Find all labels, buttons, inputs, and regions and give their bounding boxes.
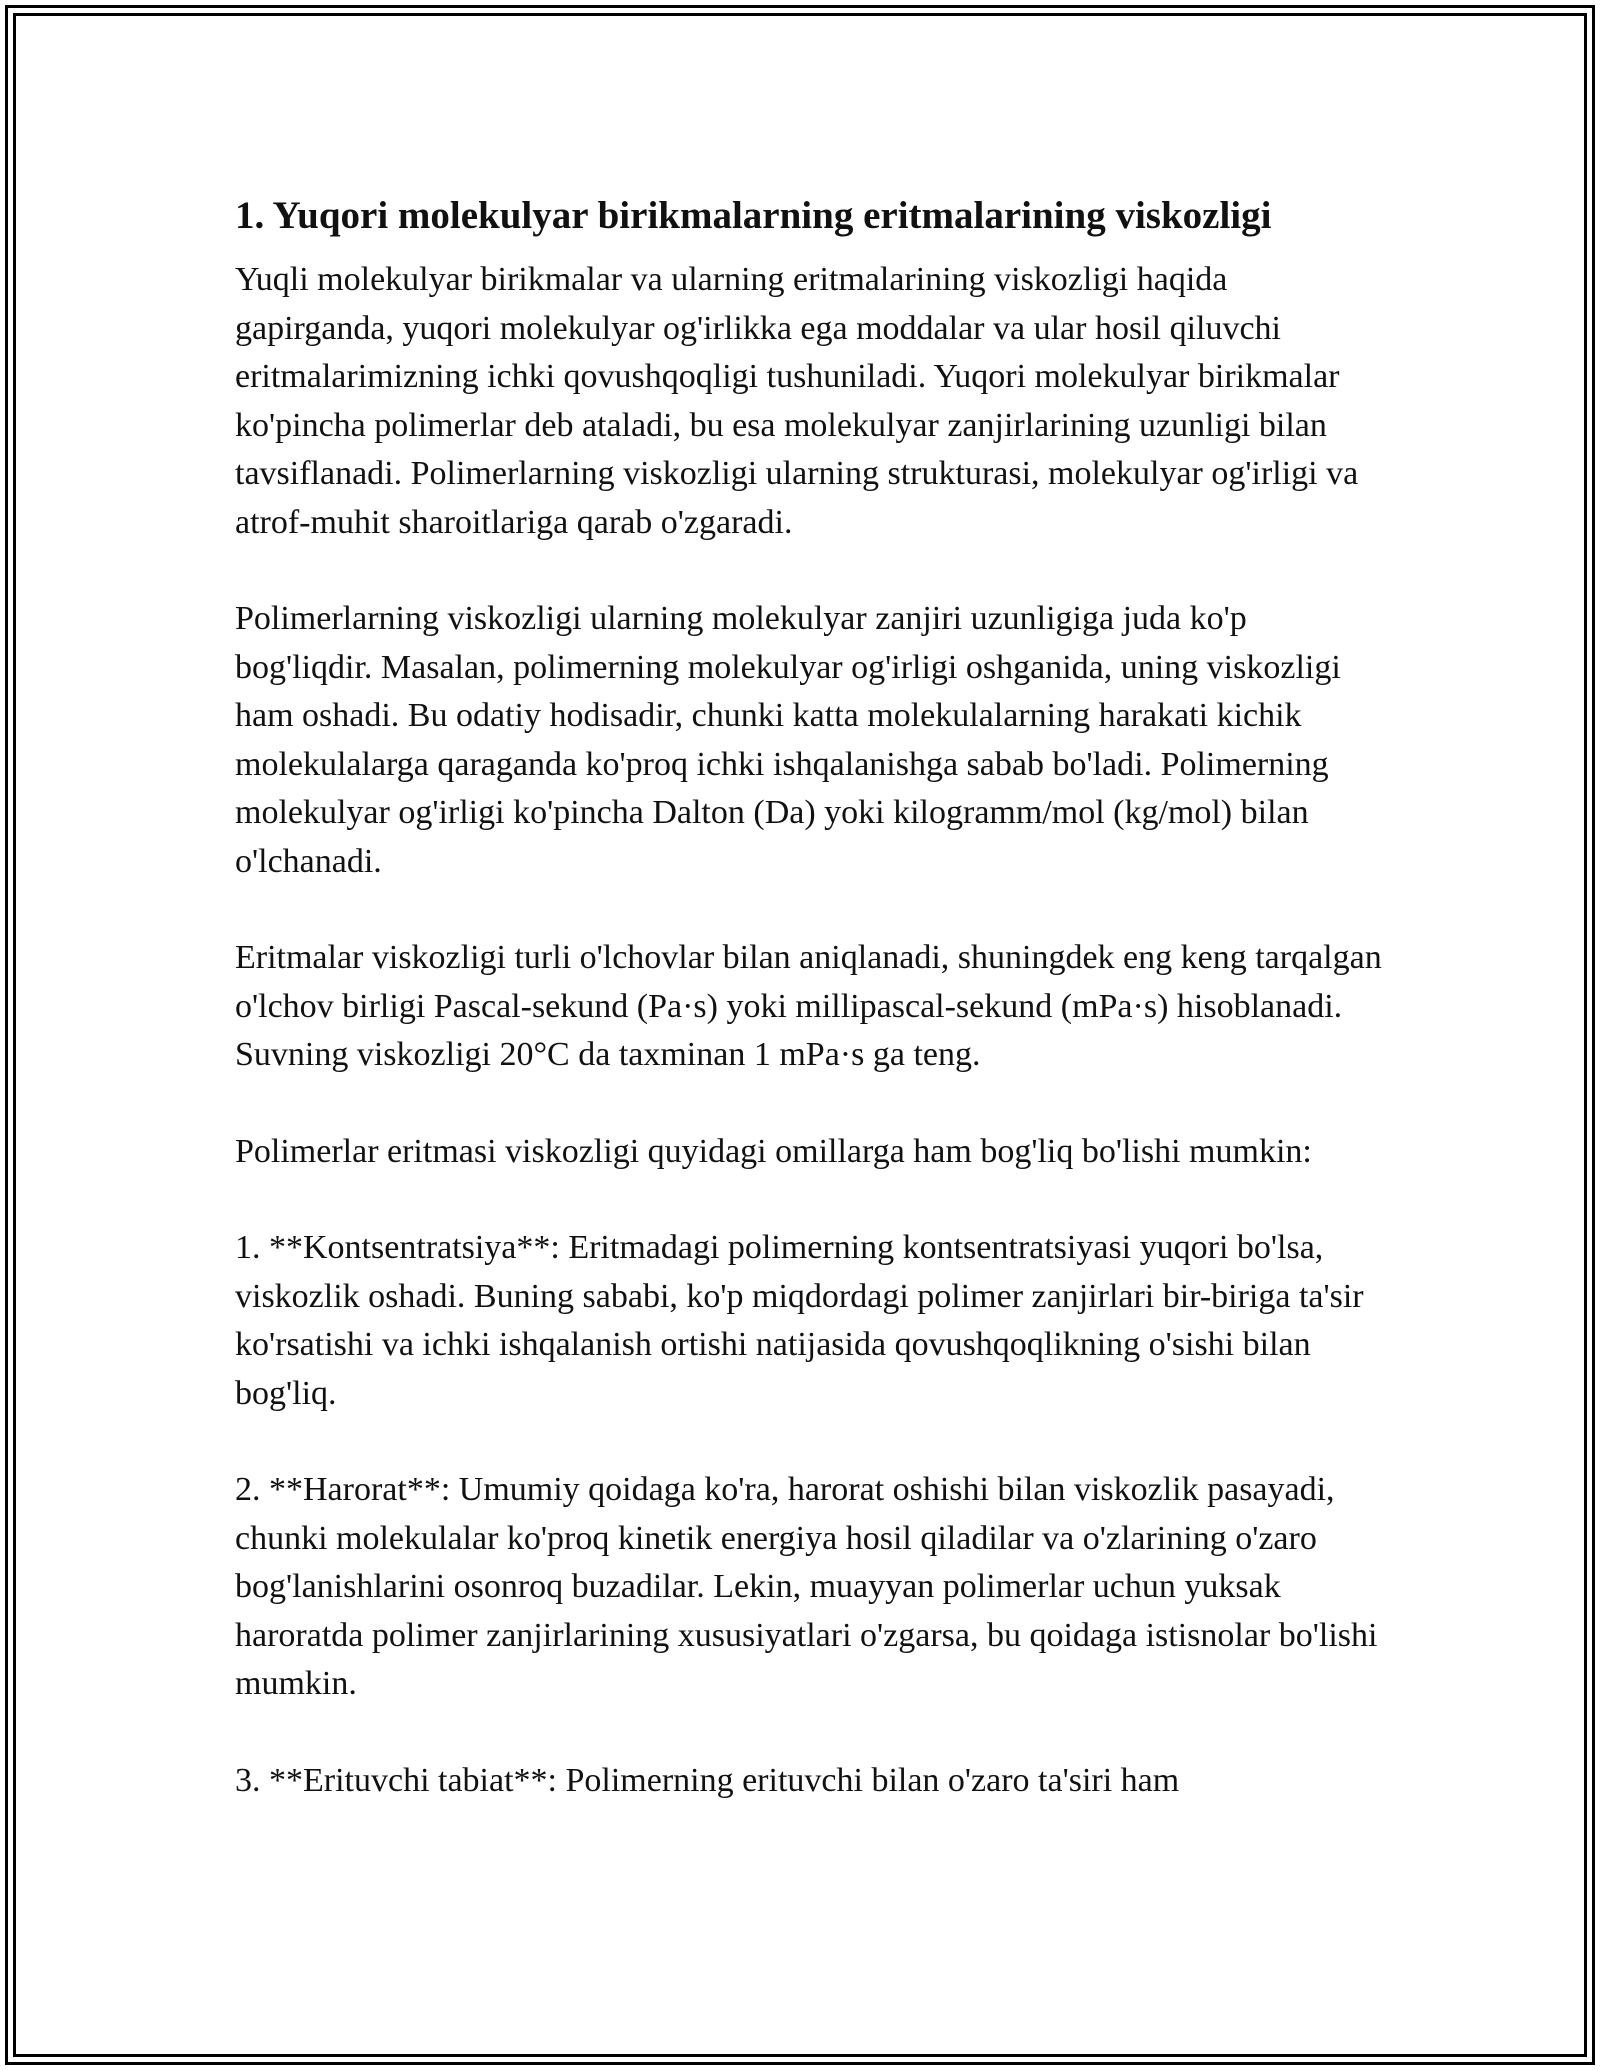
paragraph-molecular-weight: Polimerlarning viskozligi ularning molekulyar zanjiri uzunligiga juda ko'p bog'liqdir. Masalan, polimerning molekulyar og'irligi oshganida, uning viskozligi ham oshadi. Bu odatiy hodisadir, chunki katta molekulalarning harakati kichik molekulalarga qaraganda ko'proq ichki ishqalanishga sabab bo'ladi. Polimerning molekulyar og'irligi ko'pincha Dalton (Da) yoki kilogramm/mol (kg/mol) bilan o'lchanadi. xyxy=(235,600,1341,880)
section-heading: 1. Yuqori molekulyar birikmalarning eritmalarining viskozligi xyxy=(235,194,1272,237)
list-item-temperature: 2. **Harorat**: Umumiy qoidaga ko'ra, harorat oshishi bilan viskozlik pasayadi, chunki molekulalar ko'proq kinetik energiya hosil qiladilar va o'zlarining o'zaro bog'lanishlarini osonroq buzadilar. Lekin, muayyan polimerlar uchun yuksak haroratda polimer zanjirlarining xususiyatlari o'zgarsa, bu qoidaga istisnolar bo'lishi mumkin. xyxy=(235,1471,1378,1702)
document-body xyxy=(235,188,1385,1853)
list-item-concentration: 1. **Kontsentratsiya**: Eritmadagi polimerning kontsentratsiyasi yuqori bo'lsa, viskozlik oshadi. Buning sababi, ko'p miqdordagi polimer zanjirlari bir-biriga ta'sir ko'rsatishi va ichki ishqalanish ortishi natijasida qovushqoqlikning o'sishi bilan bog'liq. xyxy=(235,1229,1364,1412)
list-item-solvent: 3. **Erituvchi tabiat**: Polimerning erituvchi bilan o'zaro ta'siri ham xyxy=(235,1761,1180,1799)
paragraph-units: Eritmalar viskozligi turli o'lchovlar bilan aniqlanadi, shuningdek eng keng tarqalgan o'lchov birligi Pascal-sekund (Pa·s) yoki millipascal-sekund (mPa·s) hisoblanadi. Suvning viskozligi 20°C da taxminan 1 mPa·s ga teng. xyxy=(235,939,1382,1073)
paragraph-factors-intro: Polimerlar eritmasi viskozligi quyidagi omillarga ham bog'liq bo'lishi mumkin: xyxy=(235,1132,1312,1170)
paragraph-intro: Yuqli molekulyar birikmalar va ularning eritmalarining viskozligi haqida gapirganda, yuqori molekulyar og'irlikka ega moddalar va ular hosil qiluvchi eritmalarimizning ichki qovushqoqligi tushuniladi. Yuqori molekulyar birikmalar ko'pincha polimerlar deb ataladi, bu esa molekulyar zanjirlarining uzunligi bilan tavsiflanadi. Polimerlarning viskozligi ularning strukturasi, molekulyar og'irligi va atrof-muhit sharoitlariga qarab o'zgaradi. xyxy=(235,261,1359,541)
